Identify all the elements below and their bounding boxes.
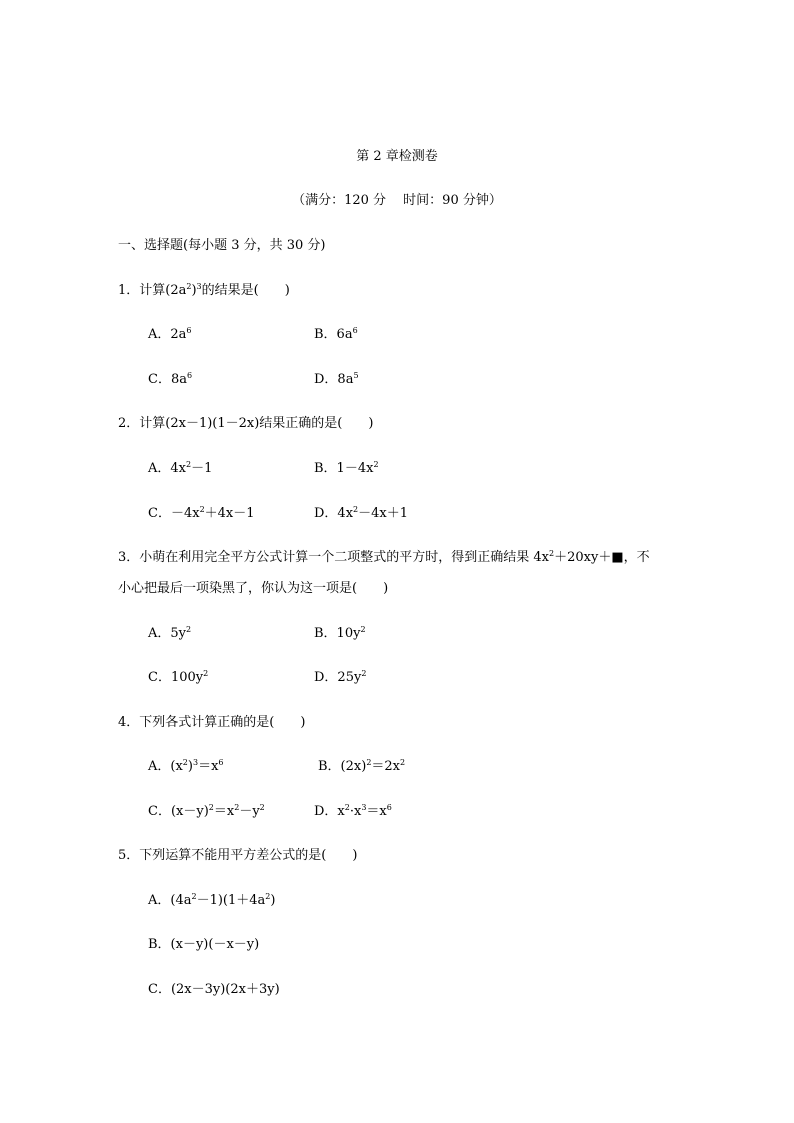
question-4-stem: 4．下列各式计算正确的是( )	[118, 715, 306, 730]
question-1-option-c[interactable]: C．$8a^6$	[148, 371, 193, 387]
question-1-option-a[interactable]: A．$2a^6$	[148, 326, 192, 342]
question-1-option-b[interactable]: B．$6a^6$	[314, 326, 358, 342]
question-5-option-c[interactable]: C．(2x－3y)(2x＋3y)	[148, 982, 280, 997]
question-2-option-d[interactable]: D．$4x^2-4x+1$	[314, 505, 408, 521]
page-title: 第 2 章检测卷	[356, 149, 438, 164]
question-5-option-b[interactable]: B．(x－y)(－x－y)	[148, 937, 260, 952]
question-4-option-a[interactable]: A．$(x^2)^3=x^6$	[148, 758, 224, 774]
question-5-option-a[interactable]: A．$(4a^2-1)(1+4a^2)$	[148, 892, 276, 908]
question-3-stem-line-1: 3．小萌在利用完全平方公式计算一个二项整式的平方时，得到正确结果 $4x^2+20xy+■$，不	[118, 549, 650, 565]
question-1-stem: 1．计算$(2a^2)^3$的结果是( )	[118, 282, 290, 298]
question-3-option-d[interactable]: D．$25y^2$	[314, 669, 367, 685]
question-2-stem: 2．计算(2x－1)(1－2x)结果正确的是( )	[118, 416, 374, 431]
question-4-option-b[interactable]: B．$(2x)^2=2x^2$	[318, 758, 406, 774]
question-3-stem-line-2: 小心把最后一项染黑了，你认为这一项是( )	[118, 581, 389, 596]
question-3-option-b[interactable]: B．$10y^2$	[314, 625, 366, 641]
question-2-option-a[interactable]: A．$4x^2-1$	[148, 460, 213, 476]
question-3-option-a[interactable]: A．$5y^2$	[148, 625, 192, 641]
section-heading: 一、选择题(每小题 3 分，共 30 分)	[118, 238, 326, 253]
question-4-option-d[interactable]: D．$x^2\cdot x^3=x^6$	[314, 803, 392, 819]
exam-info: （满分：120 分 时间：90 分钟）	[292, 193, 502, 208]
question-5-stem: 5．下列运算不能用平方差公式的是( )	[118, 848, 358, 863]
question-2-option-c[interactable]: C．$-4x^2+4x-1$	[148, 505, 255, 521]
question-3-option-c[interactable]: C．$100y^2$	[148, 669, 209, 685]
question-2-option-b[interactable]: B．$1-4x^2$	[314, 460, 379, 476]
question-1-option-d[interactable]: D．$8a^5$	[314, 371, 359, 387]
question-4-option-c[interactable]: C．$(x-y)^2=x^2-y^2$	[148, 803, 265, 819]
